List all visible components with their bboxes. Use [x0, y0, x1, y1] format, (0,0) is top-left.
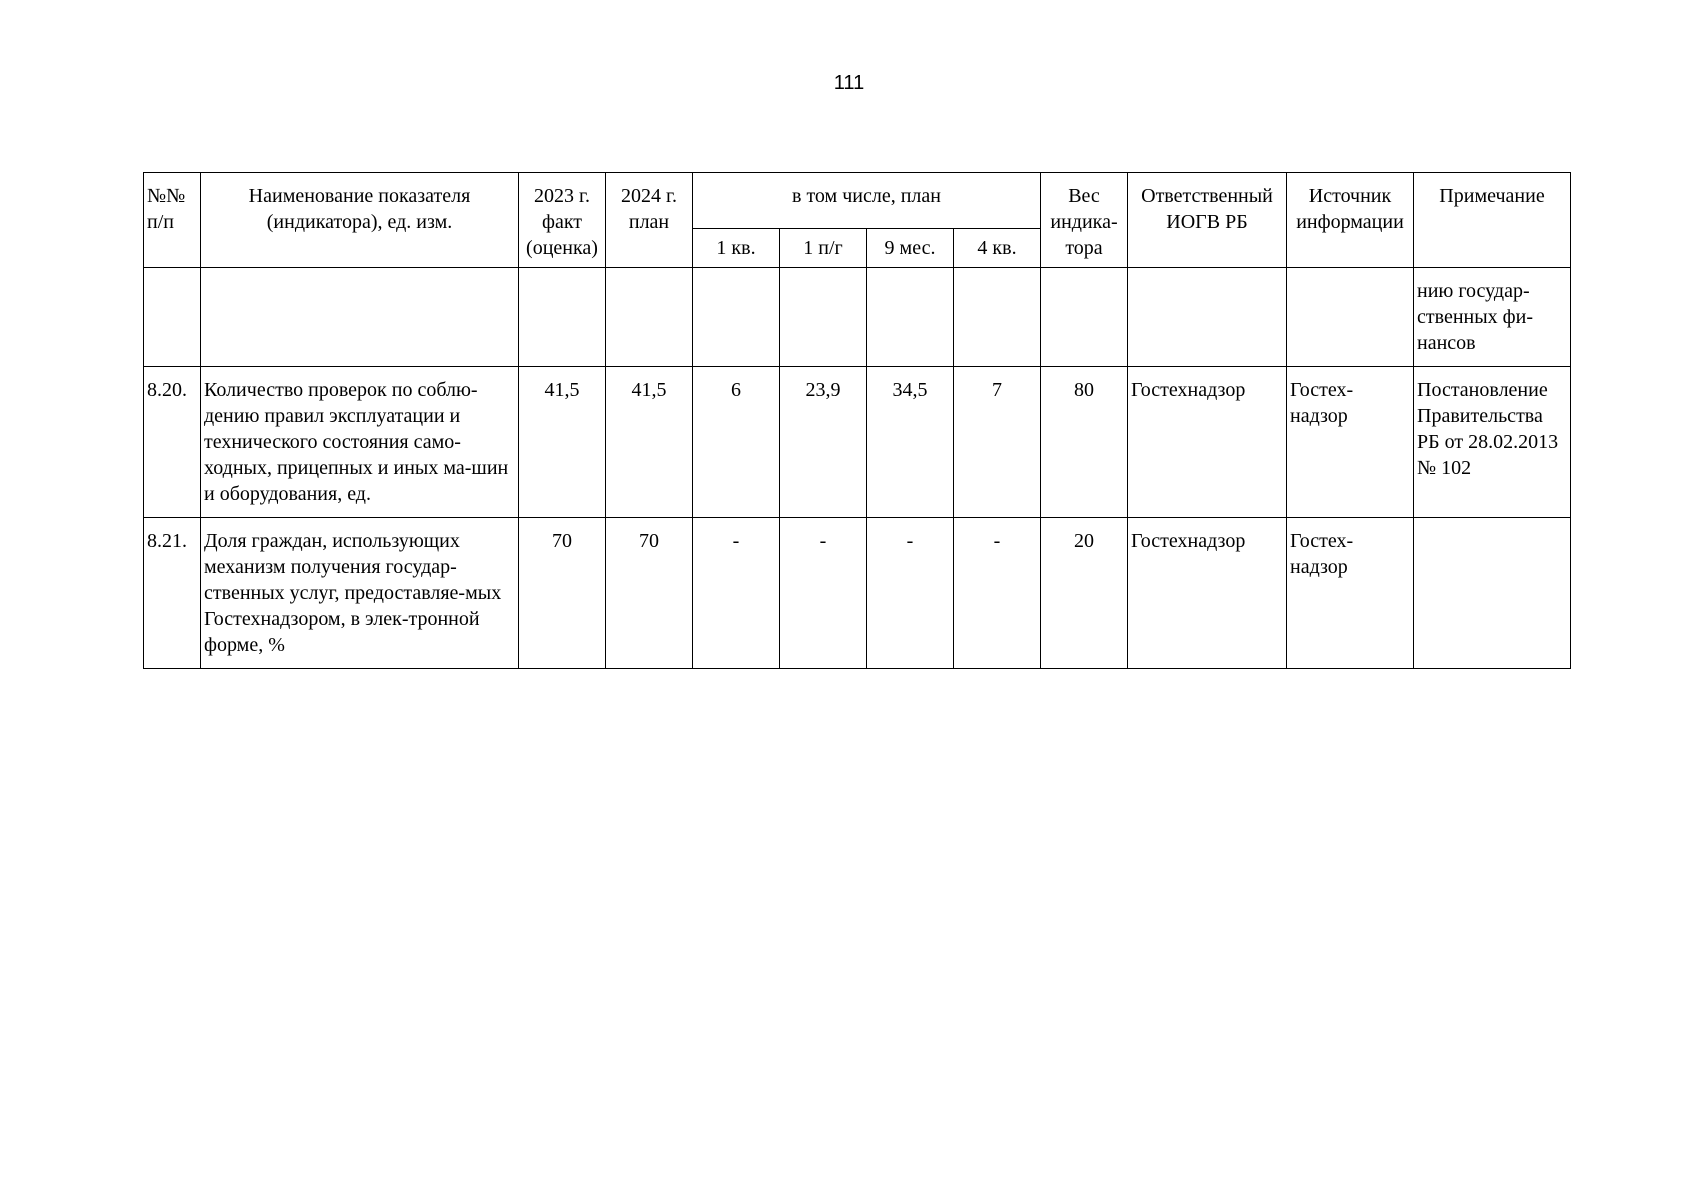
cell-name — [201, 268, 519, 367]
cell-name: Доля граждан, использующих механизм получения государ-ственных услуг, предоставляе-мых Гостехнадзором, в элек-тронной форме, % — [201, 518, 519, 669]
header-num: №№ п/п — [144, 173, 201, 268]
cell-9m — [867, 268, 954, 367]
table-row — [144, 367, 1571, 518]
cell-2023: 70 — [519, 518, 606, 669]
cell-q4 — [954, 268, 1041, 367]
cell-q4: 7 — [954, 367, 1041, 518]
cell-q1: - — [693, 518, 780, 669]
indicators-table — [143, 172, 1571, 669]
cell-9m: 34,5 — [867, 367, 954, 518]
header-q4: 4 кв. — [954, 229, 1041, 268]
cell-responsible: Гостехнадзор — [1128, 518, 1287, 669]
cell-h1 — [780, 268, 867, 367]
cell-weight: 20 — [1041, 518, 1128, 669]
cell-source: Гостех-надзор — [1287, 367, 1414, 518]
cell-source — [1287, 268, 1414, 367]
cell-2023 — [519, 268, 606, 367]
header-note: Примечание — [1414, 173, 1571, 268]
table-row — [144, 518, 1571, 669]
cell-h1: 23,9 — [780, 367, 867, 518]
cell-9m: - — [867, 518, 954, 669]
table-header — [144, 173, 1571, 268]
cell-num — [144, 268, 201, 367]
header-incl-plan: в том числе, план — [693, 173, 1041, 229]
header-responsible: Ответственный ИОГВ РБ — [1128, 173, 1287, 268]
cell-num: 8.21. — [144, 518, 201, 669]
cell-note: нию государ-ственных фи-нансов — [1414, 268, 1571, 367]
cell-responsible — [1128, 268, 1287, 367]
cell-num: 8.20. — [144, 367, 201, 518]
cell-q1 — [693, 268, 780, 367]
cell-h1: - — [780, 518, 867, 669]
header-q1: 1 кв. — [693, 229, 780, 268]
header-weight: Вес индика-тора — [1041, 173, 1128, 268]
cell-weight — [1041, 268, 1128, 367]
cell-2024: 70 — [606, 518, 693, 669]
header-h1: 1 п/г — [780, 229, 867, 268]
page-number: 111 — [833, 72, 865, 94]
cell-2024 — [606, 268, 693, 367]
cell-source: Гостех-надзор — [1287, 518, 1414, 669]
cell-note — [1414, 518, 1571, 669]
cell-responsible: Гостехнадзор — [1128, 367, 1287, 518]
header-2024: 2024 г. план — [606, 173, 693, 268]
cell-q4: - — [954, 518, 1041, 669]
cell-name: Количество проверок по соблю-дению правил эксплуатации и технического состояния само-ходных, прицепных и иных ма-шин и оборудования, ед. — [201, 367, 519, 518]
header-9m: 9 мес. — [867, 229, 954, 268]
cell-2024: 41,5 — [606, 367, 693, 518]
header-source: Источник информации — [1287, 173, 1414, 268]
cell-q1: 6 — [693, 367, 780, 518]
header-name: Наименование показателя (индикатора), ед. изм. — [201, 173, 519, 268]
cell-weight: 80 — [1041, 367, 1128, 518]
cell-note: Постановление Правительства РБ от 28.02.2013 № 102 — [1414, 367, 1571, 518]
cell-2023: 41,5 — [519, 367, 606, 518]
table-row — [144, 268, 1571, 367]
header-2023: 2023 г. факт (оценка) — [519, 173, 606, 268]
